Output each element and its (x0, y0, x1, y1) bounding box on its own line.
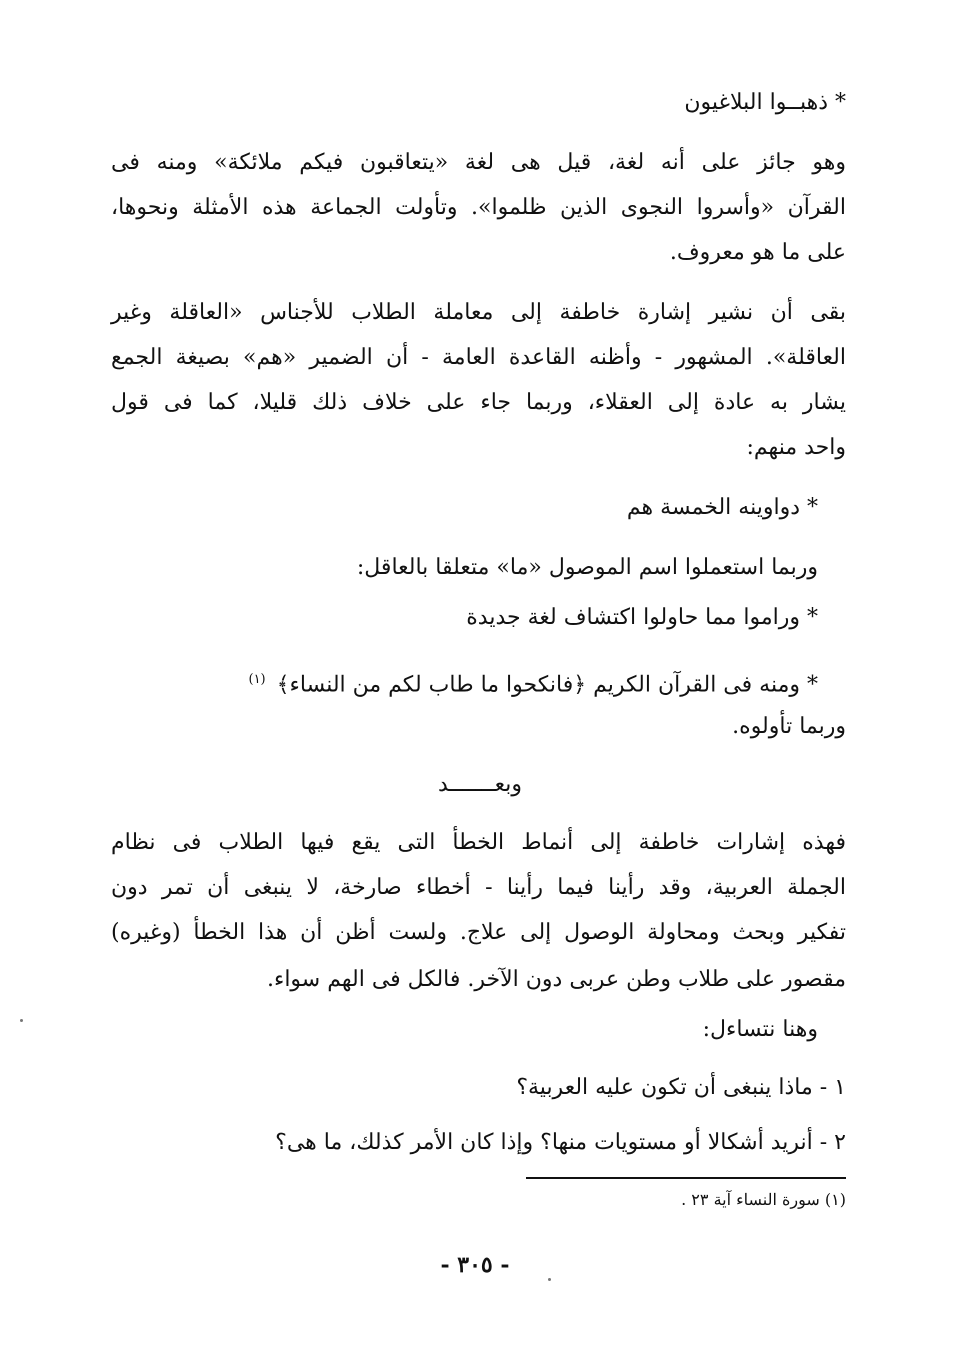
quote-line: * دواوينه الخمسة هم (626, 495, 818, 520)
paragraph-line: وربما تأولوه. (732, 714, 846, 739)
footnote-reference: (١) (248, 672, 266, 687)
paragraph-line: القرآن «وأسروا النجوى الذين ظلموا». وتأولت الجماعة هذه الأمثلة ونحوها، (111, 195, 846, 220)
paragraph-line: وهنا نتساءل: (702, 1017, 818, 1042)
paragraph-line: بقى أن نشير إشارة خاطفة إلى معاملة الطلاب للأجناس «العاقلة وغير (111, 300, 846, 325)
paragraph-line: وهو جائز على أنه لغة، قيل هى لغة «يتعاقبون فيكم ملائكة» ومنه فى (111, 150, 846, 175)
paragraph-line: على ما هو معروف. (669, 240, 846, 265)
list-item: ١ - ماذا ينبغى أن تكون عليه العربية؟ (516, 1075, 846, 1100)
scan-speck (20, 1019, 23, 1022)
quote-line: * ذهبــوا البلاغيون (684, 90, 846, 115)
section-heading: وبعـــــــد (437, 772, 523, 797)
paragraph-line: فهذه إشارات خاطفة إلى أنماط الخطأ التى يقع فيها الطلاب فى نظام (111, 830, 846, 855)
page-number: - ٣٠٥ - (440, 1252, 510, 1278)
paragraph-line: واحد منهم: (746, 435, 846, 460)
paragraph-line: يشار به عادة إلى العقلاء، وربما جاء على خلاف ذلك قليلا، كما فى قول (111, 390, 846, 415)
paragraph-line: مقصور على طلاب وطن عربى دون الآخر. فالكل فى الهم سواء. (266, 967, 846, 992)
paragraph-line: العاقلة». المشهور - وأظنه القاعدة العامة - أن الضمير «هم» بصيغة الجمع (111, 345, 846, 370)
footnote-divider (526, 1177, 846, 1179)
quran-quote: * ومنه فى القرآن الكريم ﴿فانكحوا ما طاب لكم من النساء﴾ (276, 672, 818, 698)
list-item: ٢ - أنريد أشكالا أو مستويات منها؟ وإذا كان الأمر كذلك، ما هى؟ (275, 1130, 846, 1155)
paragraph-line: وربما استعملوا اسم الموصول «ما» متعلقا بالعاقل: (356, 555, 818, 580)
scan-speck (548, 1278, 551, 1281)
quote-line: * وراموا مما حاولوا اكتشاف لغة جديدة (466, 605, 818, 630)
paragraph-line: تفكير وبحث ومحاولة الوصول إلى علاج. ولست أظن أن هذا الخطأ (وغيره) (111, 920, 846, 945)
footnote: (١) سورة النساء آية ٢٣ . (681, 1190, 846, 1209)
paragraph-line: الجملة العربية، وقد رأينا فيما رأينا - أخطاء صارخة، لا ينبغى أن تمر دون (111, 875, 846, 900)
quote-line (248, 665, 818, 700)
